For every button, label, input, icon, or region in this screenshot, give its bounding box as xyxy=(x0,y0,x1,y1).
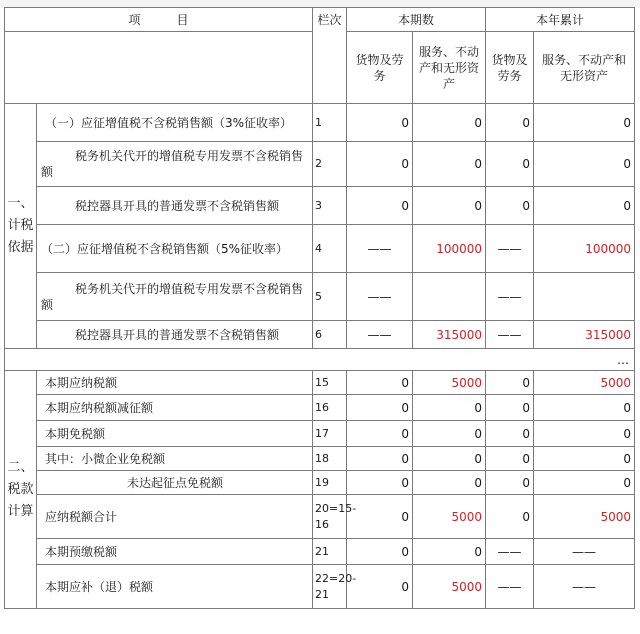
row-label: 税务机关代开的增值税专用发票不含税销售额 xyxy=(37,142,313,187)
row-label: 未达起征点免税额 xyxy=(37,471,313,495)
header-blank xyxy=(5,32,313,104)
row-label: 税控器具开具的普通发票不含税销售额 xyxy=(37,187,313,225)
cell-value: 315000 xyxy=(534,321,635,349)
cell-value: 0 xyxy=(534,447,635,471)
row-line: 6 xyxy=(313,321,347,349)
table-row xyxy=(5,565,635,609)
header-line-no: 栏次 xyxy=(313,8,347,104)
cell-value: 0 xyxy=(413,471,486,495)
cell-value: 0 xyxy=(413,395,486,421)
row-line: 2 xyxy=(313,142,347,187)
row-line: 3 xyxy=(313,187,347,225)
cell-value: —— xyxy=(534,539,635,565)
cell-value xyxy=(413,273,486,321)
table-row xyxy=(5,395,635,421)
cell-value: —— xyxy=(347,273,413,321)
table-row xyxy=(5,495,635,539)
row-line: 17 xyxy=(313,421,347,447)
header-ytd: 本年累计 xyxy=(486,8,635,32)
cell-value: 0 xyxy=(347,471,413,495)
cell-value: 315000 xyxy=(413,321,486,349)
cell-value: —— xyxy=(486,539,534,565)
row-line: 18 xyxy=(313,447,347,471)
cell-value: —— xyxy=(486,321,534,349)
cell-value: 0 xyxy=(347,495,413,539)
cell-value: 0 xyxy=(347,142,413,187)
table-row xyxy=(5,225,635,273)
table-row xyxy=(5,273,635,321)
table-row xyxy=(5,187,635,225)
header-current-period: 本期数 xyxy=(347,8,486,32)
row-line: 19 xyxy=(313,471,347,495)
row-line: 20=15-16 xyxy=(313,495,347,539)
row-line: 1 xyxy=(313,104,347,142)
header-services-realestate: 服务、不动产和无形资产 xyxy=(413,32,486,104)
section-title-1: 一、计税依据 xyxy=(5,104,37,349)
row-line: 4 xyxy=(313,225,347,273)
cell-value: 0 xyxy=(413,421,486,447)
table-row xyxy=(5,142,635,187)
row-label: （一）应征增值税不含税销售额（3%征收率） xyxy=(37,104,313,142)
cell-value: 0 xyxy=(486,471,534,495)
row-label: 本期应纳税额 xyxy=(37,371,313,395)
ellipsis-row xyxy=(5,349,635,371)
cell-value xyxy=(534,273,635,321)
cell-value: 0 xyxy=(534,395,635,421)
tax-return-table xyxy=(4,7,635,609)
table-row xyxy=(5,421,635,447)
cell-value: 0 xyxy=(534,421,635,447)
cell-value: 0 xyxy=(486,395,534,421)
cell-value: 0 xyxy=(413,539,486,565)
row-label: 应纳税额合计 xyxy=(37,495,313,539)
cell-value: 0 xyxy=(534,187,635,225)
cell-value: 100000 xyxy=(413,225,486,273)
row-label: 本期应纳税额减征额 xyxy=(37,395,313,421)
cell-value: 0 xyxy=(347,371,413,395)
cell-value: 0 xyxy=(347,565,413,609)
cell-value: —— xyxy=(486,273,534,321)
table-row xyxy=(5,471,635,495)
cell-value: 5000 xyxy=(413,565,486,609)
row-line: 16 xyxy=(313,395,347,421)
header-services-realestate-ytd: 服务、不动产和无形资产 xyxy=(534,32,635,104)
cell-value: 0 xyxy=(347,395,413,421)
row-line: 5 xyxy=(313,273,347,321)
cell-value: 100000 xyxy=(534,225,635,273)
row-label: （二）应征增值税不含税销售额（5%征收率） xyxy=(37,225,313,273)
row-label: 本期应补（退）税额 xyxy=(37,565,313,609)
table-row xyxy=(5,104,635,142)
row-line: 15 xyxy=(313,371,347,395)
cell-value: 0 xyxy=(534,142,635,187)
cell-value: 0 xyxy=(534,104,635,142)
cell-value: 5000 xyxy=(534,495,635,539)
cell-value: 0 xyxy=(486,495,534,539)
header-row-1 xyxy=(5,8,635,32)
table-row xyxy=(5,321,635,349)
row-label: 税控器具开具的普通发票不含税销售额 xyxy=(37,321,313,349)
header-goods-services-ytd: 货物及劳务 xyxy=(486,32,534,104)
cell-value: 5000 xyxy=(534,371,635,395)
row-label: 税务机关代开的增值税专用发票不含税销售额 xyxy=(37,273,313,321)
row-label: 其中：小微企业免税额 xyxy=(37,447,313,471)
cell-value: 0 xyxy=(413,104,486,142)
cell-value: 0 xyxy=(486,371,534,395)
cell-value: —— xyxy=(486,565,534,609)
cell-value: 0 xyxy=(413,142,486,187)
cell-value: 0 xyxy=(486,142,534,187)
cell-value: —— xyxy=(486,225,534,273)
section-title-2: 二、税款计算 xyxy=(5,371,37,609)
cell-value: 5000 xyxy=(413,495,486,539)
cell-value: 0 xyxy=(486,447,534,471)
cell-value: 0 xyxy=(347,539,413,565)
cell-value: 0 xyxy=(486,187,534,225)
row-line: 22=20-21 xyxy=(313,565,347,609)
cell-value: 0 xyxy=(486,421,534,447)
cell-value: 0 xyxy=(486,104,534,142)
cell-value: 0 xyxy=(347,104,413,142)
cell-value: 0 xyxy=(413,187,486,225)
header-item: 项 目 xyxy=(5,8,313,32)
cell-value: 0 xyxy=(347,187,413,225)
cell-value: 0 xyxy=(347,447,413,471)
cell-value: 0 xyxy=(413,447,486,471)
cell-value: 5000 xyxy=(413,371,486,395)
table-row xyxy=(5,539,635,565)
row-label: 本期免税额 xyxy=(37,421,313,447)
row-line: 21 xyxy=(313,539,347,565)
table-row xyxy=(5,371,635,395)
row-label: 本期预缴税额 xyxy=(37,539,313,565)
header-goods-services: 货物及劳务 xyxy=(347,32,413,104)
cell-value: 0 xyxy=(347,421,413,447)
ellipsis: … xyxy=(5,349,635,371)
table-row xyxy=(5,447,635,471)
cell-value: —— xyxy=(534,565,635,609)
cell-value: —— xyxy=(347,225,413,273)
cell-value: —— xyxy=(347,321,413,349)
cell-value: 0 xyxy=(534,471,635,495)
